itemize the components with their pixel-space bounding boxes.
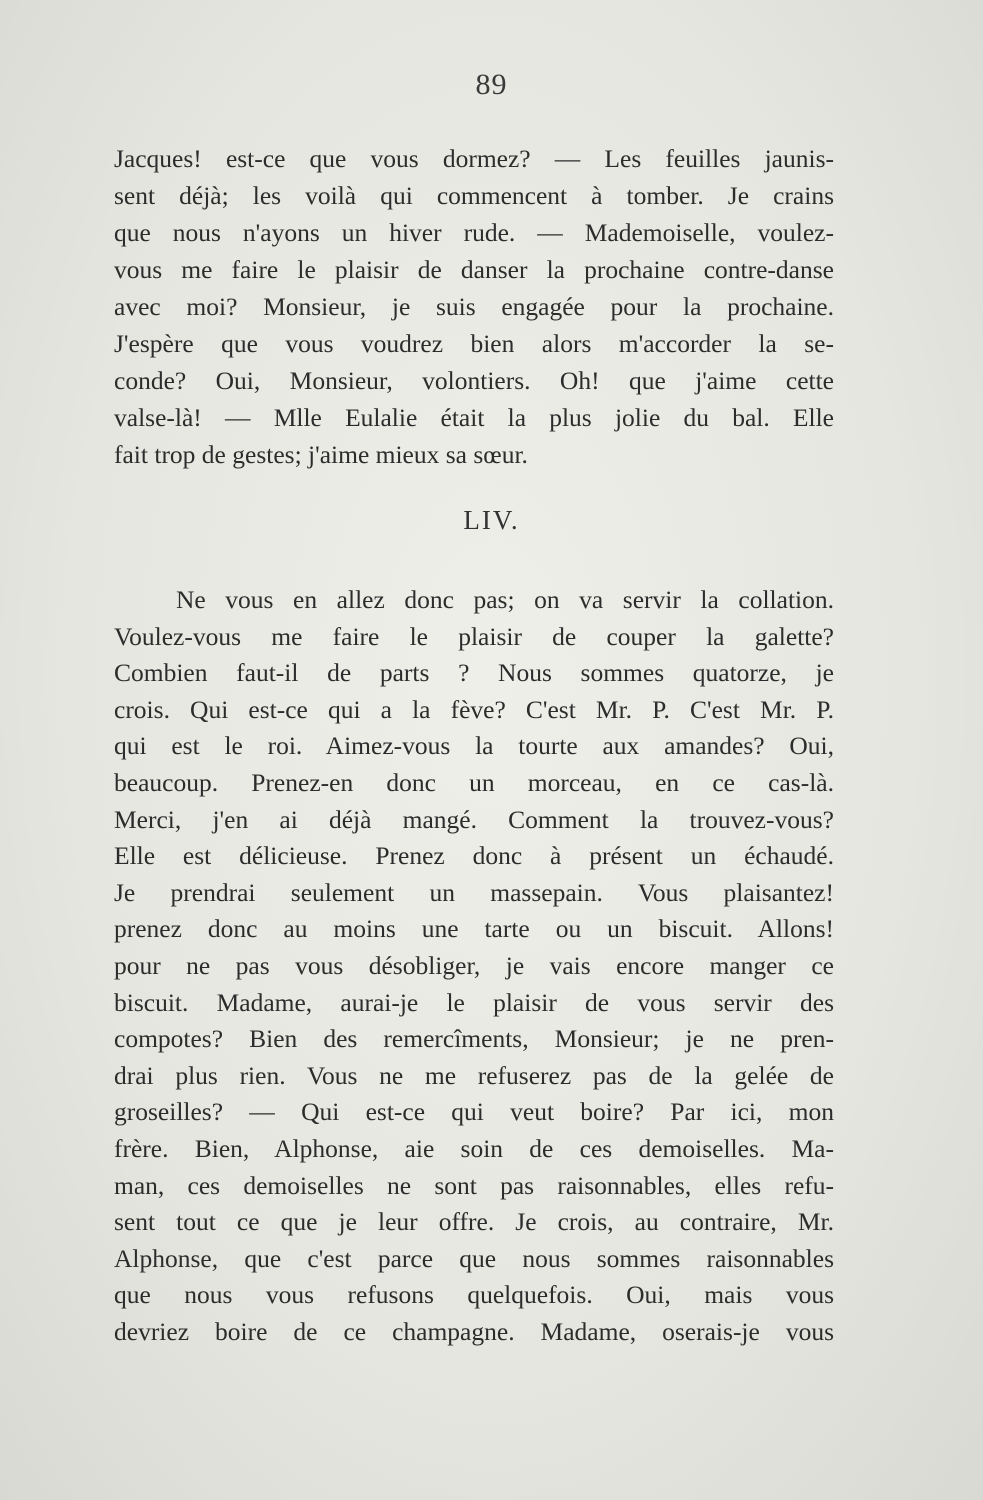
paragraph-2 xyxy=(114,582,834,1350)
text-line: sent déjà; les voilà qui commencent à tomber. Je crains xyxy=(114,181,834,210)
text-line: frère. Bien, Alphonse, aie soin de ces demoiselles. Ma- xyxy=(114,1133,834,1163)
text-line: man, ces demoiselles ne sont pas raisonnables, elles refu- xyxy=(114,1170,834,1200)
text-line: Elle est délicieuse. Prenez donc à présent un échaudé. xyxy=(114,841,834,871)
text-line: Ne vous en allez donc pas; on va servir la collation. xyxy=(176,585,834,614)
text-line: pour ne pas vous désobliger, je vais encore manger ce xyxy=(114,950,834,980)
text-line: conde? Oui, Monsieur, volontiers. Oh! que j'aime cette xyxy=(114,366,834,395)
text-line: fait trop de gestes; j'aime mieux sa sœur. xyxy=(114,440,528,469)
text-line: compotes? Bien des remercîments, Monsieur; je ne pren- xyxy=(114,1024,834,1054)
text-line: Je prendrai seulement un massepain. Vous plaisantez! xyxy=(114,877,834,907)
text-line: devriez boire de ce champagne. Madame, oserais-je vous xyxy=(114,1316,834,1346)
text-line: groseilles? — Qui est-ce qui veut boire? Par ici, mon xyxy=(114,1097,834,1127)
page-number: 89 xyxy=(475,68,508,101)
text-line: drai plus rien. Vous ne me refuserez pas de la gelée de xyxy=(114,1060,834,1090)
text-line: sent tout ce que je leur offre. Je crois, au contraire, Mr. xyxy=(114,1207,834,1237)
paragraph-1 xyxy=(114,140,834,473)
text-line: Alphonse, que c'est parce que nous sommes raisonnables xyxy=(114,1243,834,1273)
text-line: Voulez-vous me faire le plaisir de couper la galette? xyxy=(114,621,834,651)
text-line: crois. Qui est-ce qui a la fève? C'est Mr. P. C'est Mr. P. xyxy=(114,694,834,724)
text-line: prenez donc au moins une tarte ou un biscuit. Allons! xyxy=(114,914,834,944)
text-line: avec moi? Monsieur, je suis engagée pour la prochaine. xyxy=(114,292,834,321)
text-line: vous me faire le plaisir de danser la prochaine contre-danse xyxy=(114,255,834,284)
text-line: que nous n'ayons un hiver rude. — Mademoiselle, voulez- xyxy=(114,218,834,247)
text-line: J'espère que vous voudrez bien alors m'accorder la se- xyxy=(114,329,834,358)
section-title: LIV. xyxy=(463,505,520,535)
text-line: Combien faut-il de parts ? Nous sommes quatorze, je xyxy=(114,658,834,688)
text-line: Jacques! est-ce que vous dormez? — Les feuilles jaunis- xyxy=(114,144,834,173)
text-line: valse-là! — Mlle Eulalie était la plus jolie du bal. Elle xyxy=(114,403,834,432)
text-line: beaucoup. Prenez-en donc un morceau, en ce cas-là. xyxy=(114,767,834,797)
text-line: qui est le roi. Aimez-vous la tourte aux amandes? Oui, xyxy=(114,731,834,761)
text-line: que nous vous refusons quelquefois. Oui, mais vous xyxy=(114,1280,834,1310)
text-line: Merci, j'en ai déjà mangé. Comment la trouvez-vous? xyxy=(114,804,834,834)
text-line: biscuit. Madame, aurai-je le plaisir de vous servir des xyxy=(114,987,834,1017)
